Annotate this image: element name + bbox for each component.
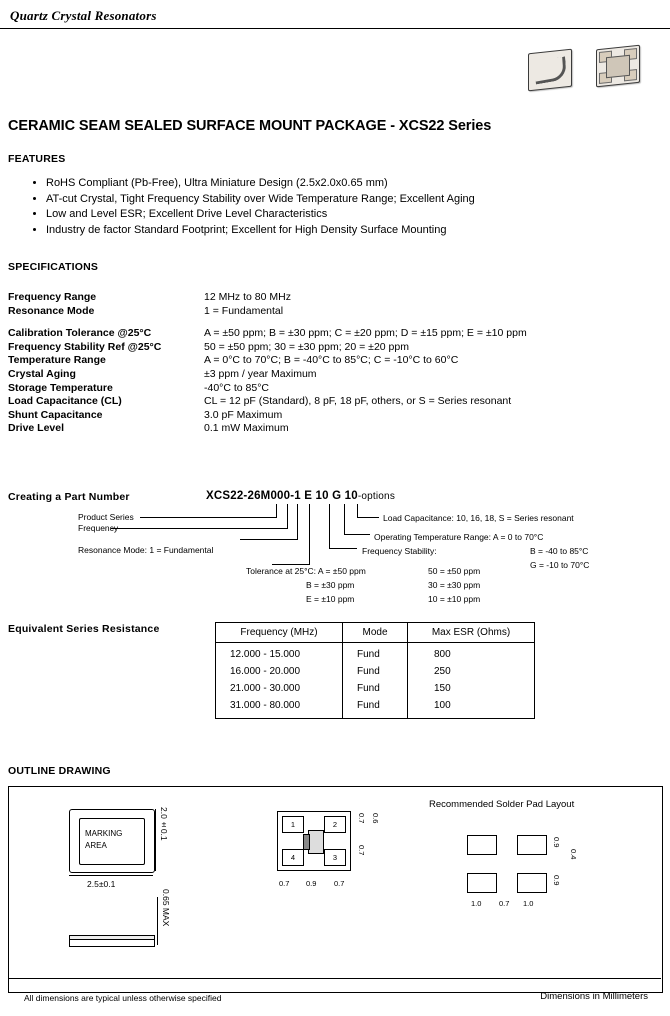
pn-leader-h5 (329, 548, 357, 549)
spec-label: Crystal Aging (8, 367, 76, 380)
spec-row (8, 368, 648, 382)
spec-label: Shunt Capacitance (8, 408, 103, 421)
spec-row (8, 354, 648, 368)
package-photo-left-detail (534, 56, 567, 84)
spec-label: Load Capacitance (CL) (8, 395, 122, 408)
footnote-dimensions-note: All dimensions are typical unless otherwise specified (24, 993, 222, 1003)
pn-label-stability: Frequency Stability: (362, 546, 437, 556)
spec-label: Calibration Tolerance @25°C (8, 327, 152, 340)
list-item: • RoHS Compliant (Pb-Free), Ultra Miniature Design (2.5x2.0x0.65 mm) (46, 176, 475, 192)
dim-line-height (155, 809, 156, 871)
solder-pad-layout-title: Recommended Solder Pad Layout (429, 799, 575, 810)
column-header-frequency: Frequency (MHz) (216, 623, 343, 643)
cell-mode: Fund (343, 697, 408, 719)
features-list (28, 176, 475, 238)
cell-max-esr: 250 (408, 663, 535, 680)
pad-2: 2 (324, 816, 346, 833)
solder-total-dim: 0.4 (569, 849, 578, 860)
solder-pad-2 (517, 835, 547, 855)
pad-4: 4 (282, 849, 304, 866)
spec-value: 0.1 mW Maximum (204, 422, 289, 435)
pn-label-product-series: Product Series (78, 512, 134, 522)
cell-frequency: 16.000 - 20.000 (216, 663, 343, 680)
spec-label: Temperature Range (8, 354, 106, 367)
package-bottom-view (277, 811, 351, 871)
dim-line-thickness (157, 897, 158, 945)
specifications-table (8, 291, 648, 436)
pn-leader-h1 (140, 517, 277, 518)
pn-leader-h2 (111, 528, 288, 529)
package-top-view (69, 809, 155, 873)
footnote-units: Dimensions in Millimeters (540, 991, 648, 1002)
package-side-view (69, 935, 155, 947)
cell-max-esr: 800 (408, 643, 535, 664)
spec-value: CL = 12 pF (Standard), 8 pF, 18 pF, others, or S = Series resonant (204, 395, 512, 408)
spec-label: Resonance Mode (8, 304, 95, 317)
side-dim-3: 0.7 (357, 845, 366, 856)
list-item: • Low and Level ESR; Excellent Drive Level Characteristics (46, 207, 475, 223)
pn-label-stability-10: 10 = ±10 ppm (428, 594, 481, 604)
spec-row (8, 395, 648, 409)
pn-leader-v5 (329, 504, 330, 548)
bottom-dim-3: 0.7 (334, 879, 345, 888)
spec-spacer (8, 318, 648, 327)
pn-label-load-capacitance: Load Capacitance: 10, 16, 18, S = Series resonant (383, 513, 574, 523)
spec-value: A = ±50 ppm; B = ±30 ppm; C = ±20 ppm; D = ±15 ppm; E = ±10 ppm (204, 327, 527, 340)
spec-row (8, 422, 648, 436)
outline-drawing-box (8, 786, 663, 993)
side-dim-1: 0.7 (357, 813, 366, 824)
header-divider (0, 28, 670, 29)
pn-label-frequency: Frequency (78, 523, 119, 533)
document-header-title: Quartz Crystal Resonators (10, 8, 157, 23)
pn-label-stability-30: 30 = ±30 ppm (428, 580, 481, 590)
pad-3: 3 (324, 849, 346, 866)
package-photo-right (596, 45, 640, 88)
pn-leader-h6 (344, 534, 370, 535)
cell-max-esr: 100 (408, 697, 535, 719)
spec-value: 12 MHz to 80 MHz (204, 291, 291, 303)
spec-value: -40°C to 85°C (204, 381, 270, 394)
cell-max-esr: 150 (408, 680, 535, 697)
cell-mode: Fund (343, 663, 408, 680)
solder-pad-3 (467, 873, 497, 893)
pn-leader-v7 (357, 504, 358, 517)
pn-leader-v1 (276, 504, 277, 517)
marking-area-label-line1: MARKING (85, 829, 123, 838)
pn-leader-h7 (357, 517, 379, 518)
package-photo-left (528, 49, 572, 92)
pn-label-resonance-mode: Resonance Mode: 1 = Fundamental (78, 545, 214, 555)
package-photos (528, 45, 648, 100)
pad-1: 1 (282, 816, 304, 833)
specifications-heading: SPECIFICATIONS (8, 261, 99, 273)
spec-value: A = 0°C to 70°C; B = -40°C to 85°C; C = -10°C to 60°C (204, 354, 459, 367)
dimension-thickness: 0.65 MAX (161, 889, 171, 927)
solder-pad-4 (517, 873, 547, 893)
part-number-code-text: XCS22-26M000-1 E 10 G 10 (206, 490, 358, 502)
crystal-blank (308, 830, 324, 854)
marking-area (79, 818, 145, 865)
part-number-heading: Creating a Part Number (8, 491, 130, 503)
spec-value: 3.0 pF Maximum (204, 408, 283, 421)
spec-value: 50 = ±50 ppm; 30 = ±30 ppm; 20 = ±20 ppm (204, 340, 409, 353)
solder-pad-1 (467, 835, 497, 855)
side-dim-2: 0.6 (371, 813, 380, 824)
table-row (216, 697, 535, 719)
pn-label-operating-temp-g: G = -10 to 70°C (530, 560, 590, 570)
spec-row (8, 409, 648, 423)
package-lid (606, 55, 630, 79)
spec-label: Storage Temperature (8, 381, 113, 394)
esr-table (215, 622, 535, 719)
features-heading: FEATURES (8, 153, 66, 165)
cell-mode: Fund (343, 680, 408, 697)
dimension-height: 2.0±0.1 (159, 807, 169, 841)
pn-label-operating-temp: Operating Temperature Range: A = 0 to 70°C (374, 532, 544, 542)
table-row (216, 680, 535, 697)
bottom-dim-2: 0.9 (306, 879, 317, 888)
crystal-mount (303, 834, 310, 850)
pn-leader-v4 (309, 504, 310, 564)
pn-label-tolerance: Tolerance at 25°C: A = ±50 ppm (246, 566, 366, 576)
column-header-mode: Mode (343, 623, 408, 643)
cell-mode: Fund (343, 643, 408, 664)
outline-footer-divider (8, 978, 661, 979)
page-title: CERAMIC SEAM SEALED SURFACE MOUNT PACKAGE - XCS22 Series (8, 118, 492, 134)
package-lid-edge (70, 936, 154, 940)
pn-label-operating-temp-b: B = -40 to 85°C (530, 546, 589, 556)
solder-side-dim-1: 0.9 (552, 837, 561, 848)
pn-leader-h3 (240, 539, 298, 540)
table-header-row (216, 623, 535, 643)
pn-label-stability-50: 50 = ±50 ppm (428, 566, 481, 576)
cell-frequency: 12.000 - 15.000 (216, 643, 343, 664)
spec-value: ±3 ppm / year Maximum (204, 367, 317, 380)
cell-frequency: 31.000 - 80.000 (216, 697, 343, 719)
table-row (216, 663, 535, 680)
pn-leader-v2 (287, 504, 288, 528)
outline-drawing-heading: OUTLINE DRAWING (8, 765, 111, 777)
solder-bottom-dim-3: 1.0 (523, 899, 534, 908)
spec-row (8, 341, 648, 355)
spec-row (8, 305, 648, 319)
dimension-width: 2.5±0.1 (87, 879, 116, 889)
column-header-max-esr: Max ESR (Ohms) (408, 623, 535, 643)
pn-leader-h4 (272, 564, 310, 565)
part-number-code (206, 490, 395, 502)
list-item: • Industry de factor Standard Footprint; Excellent for High Density Surface Mounting (46, 223, 475, 239)
esr-heading: Equivalent Series Resistance (8, 623, 160, 635)
bottom-dim-1: 0.7 (279, 879, 290, 888)
pn-leader-v6 (344, 504, 345, 534)
solder-bottom-dim-2: 0.7 (499, 899, 510, 908)
spec-label: Frequency Range (8, 291, 97, 303)
spec-row (8, 327, 648, 341)
dim-line-width (69, 875, 153, 876)
spec-row (8, 382, 648, 396)
pn-label-tolerance-e: E = ±10 ppm (306, 594, 355, 604)
pn-label-tolerance-b: B = ±30 ppm (306, 580, 355, 590)
solder-bottom-dim-1: 1.0 (471, 899, 482, 908)
solder-side-dim-2: 0.9 (552, 875, 561, 886)
spec-row (8, 291, 648, 305)
spec-label: Drive Level (8, 422, 65, 435)
list-item: • AT-cut Crystal, Tight Frequency Stability over Wide Temperature Range; Excellent Aging (46, 192, 475, 208)
part-number-options: -options (357, 491, 396, 502)
cell-frequency: 21.000 - 30.000 (216, 680, 343, 697)
table-row (216, 643, 535, 664)
marking-area-label-line2: AREA (85, 841, 107, 850)
pn-leader-v3 (297, 504, 298, 539)
spec-label: Frequency Stability Ref @25°C (8, 340, 162, 353)
spec-value: 1 = Fundamental (204, 304, 284, 317)
